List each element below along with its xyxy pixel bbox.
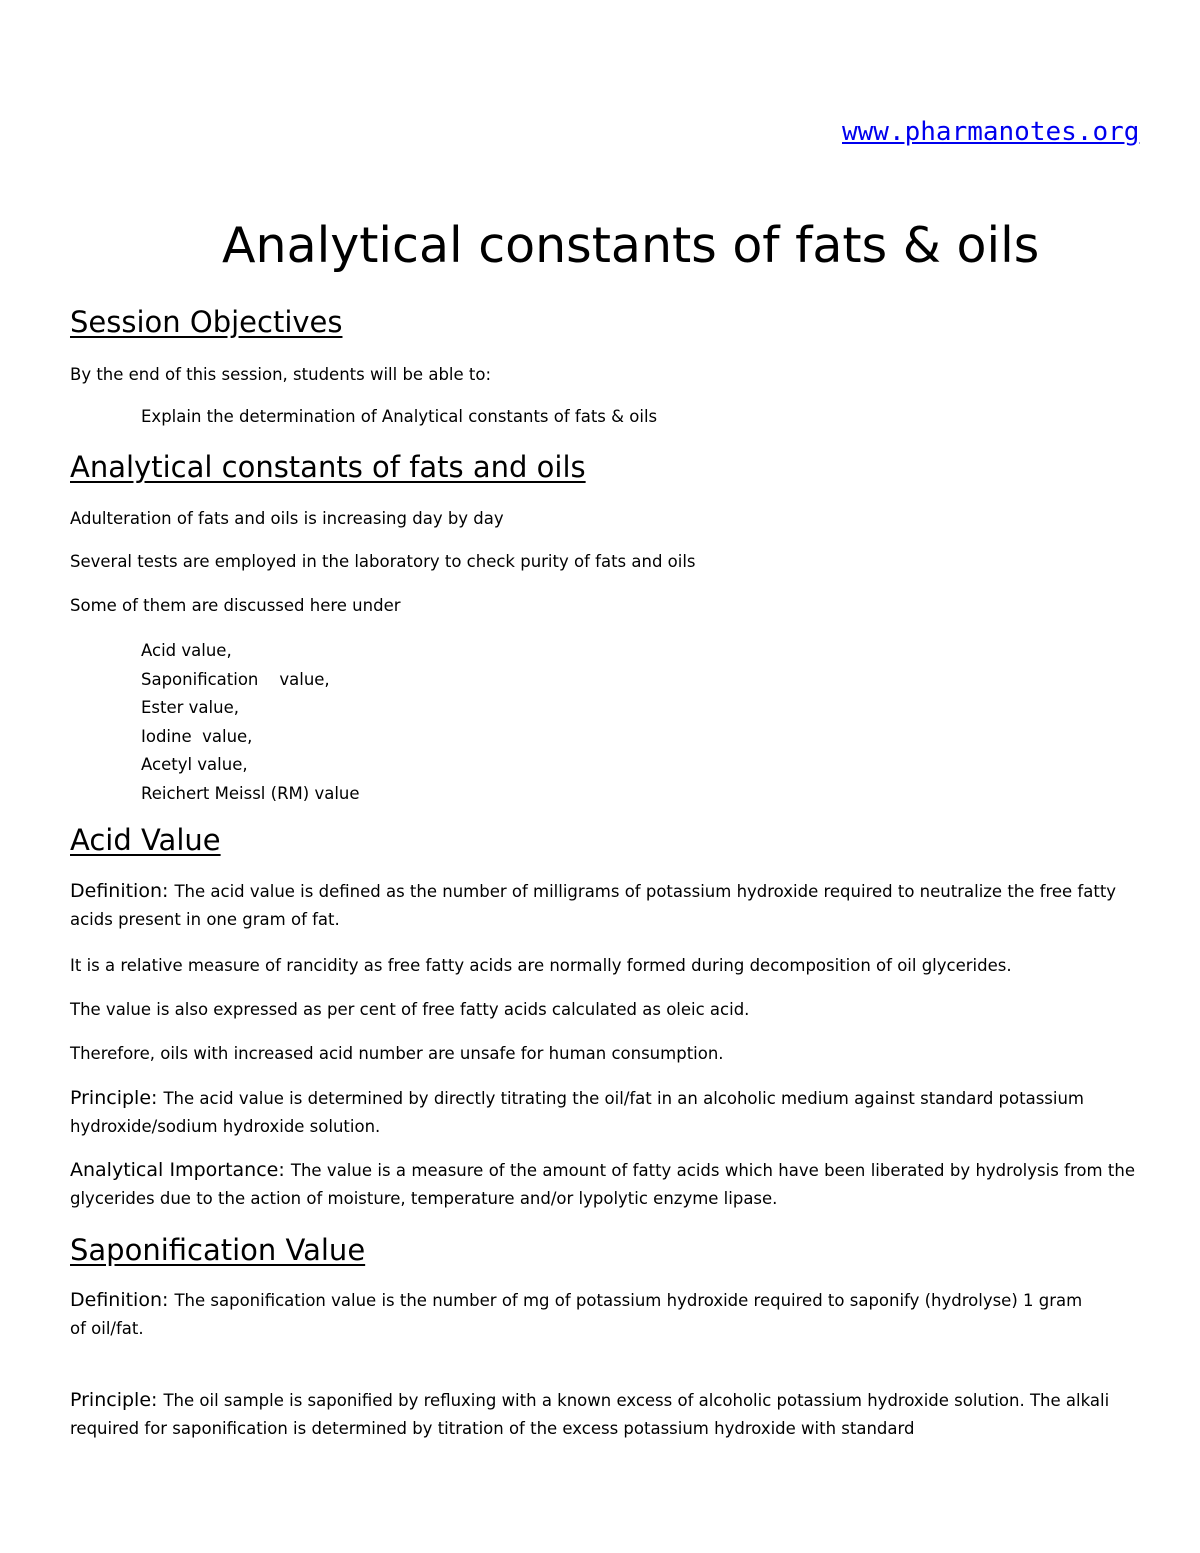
- saponification-definition: [70, 1286, 1135, 1343]
- acid-definition-text: The acid value is defined as the number of milligrams of potassium hydroxide required to neutralize the free fatty acids present in one gram of fat.: [70, 882, 1117, 929]
- saponification-principle-label: Principle:: [70, 1389, 164, 1411]
- session-objective: Explain the determination of Analytical constants of fats & oils: [141, 407, 658, 426]
- saponification-definition-label: Definition:: [70, 1289, 175, 1311]
- website-link[interactable]: www.pharmanotes.org: [842, 117, 1140, 147]
- constants-para-3: Some of them are discussed here under: [70, 596, 401, 615]
- constants-para-2: Several tests are employed in the laboratory to check purity of fats and oils: [70, 552, 696, 571]
- constants-para-1: Adulteration of fats and oils is increasing day by day: [70, 509, 504, 528]
- acid-value-heading: Acid Value: [70, 823, 221, 857]
- saponification-definition-text-1: The saponification value is the number of mg of potassium hydroxide required to saponify (hydrolyse) 1 gram: [174, 1291, 1083, 1310]
- session-intro: By the end of this session, students will be able to:: [70, 365, 492, 384]
- list-item: Reichert Meissl (RM) value: [141, 783, 360, 803]
- acid-definition-label: Definition:: [70, 880, 175, 902]
- acid-para-1: It is a relative measure of rancidity as free fatty acids are normally formed during decomposition of oil glycerides.: [70, 956, 1012, 975]
- session-objectives-heading: Session Objectives: [70, 305, 343, 339]
- list-item: Ester value,: [141, 698, 239, 717]
- saponification-principle: [70, 1386, 1135, 1443]
- list-item: Saponification value,: [141, 669, 330, 689]
- acid-importance-text: The value is a measure of the amount of fatty acids which have been liberated by hydrolysis from the glycerides due to the action of moisture, temperature and/or lypolytic enzyme lipase.: [70, 1161, 1135, 1208]
- acid-importance: [70, 1156, 1135, 1213]
- acid-principle: [70, 1084, 1135, 1141]
- saponification-definition-text-2: of oil/fat.: [70, 1319, 144, 1338]
- constants-list: [141, 637, 360, 808]
- acid-definition: [70, 877, 1135, 934]
- list-item: Iodine value,: [141, 726, 253, 746]
- constants-heading: Analytical constants of fats and oils: [70, 450, 586, 484]
- acid-principle-text: The acid value is determined by directly titrating the oil/fat in an alcoholic medium against standard potassium hydroxide/sodium hydroxide solution.: [70, 1089, 1085, 1136]
- acid-importance-label: Analytical Importance:: [70, 1159, 291, 1181]
- list-item: Acetyl value,: [141, 755, 248, 774]
- page-title: Analytical constants of fats & oils: [222, 217, 1040, 274]
- acid-principle-label: Principle:: [70, 1087, 164, 1109]
- acid-para-3: Therefore, oils with increased acid number are unsafe for human consumption.: [70, 1044, 724, 1063]
- saponification-heading: Saponification Value: [70, 1233, 366, 1267]
- saponification-principle-text: The oil sample is saponified by refluxing with a known excess of alcoholic potassium hydroxide solution. The alkali required for saponification is determined by titration of the excess potassium hydroxide with standard: [70, 1391, 1110, 1438]
- list-item: Acid value,: [141, 641, 232, 660]
- acid-para-2: The value is also expressed as per cent of free fatty acids calculated as oleic acid.: [70, 1000, 750, 1019]
